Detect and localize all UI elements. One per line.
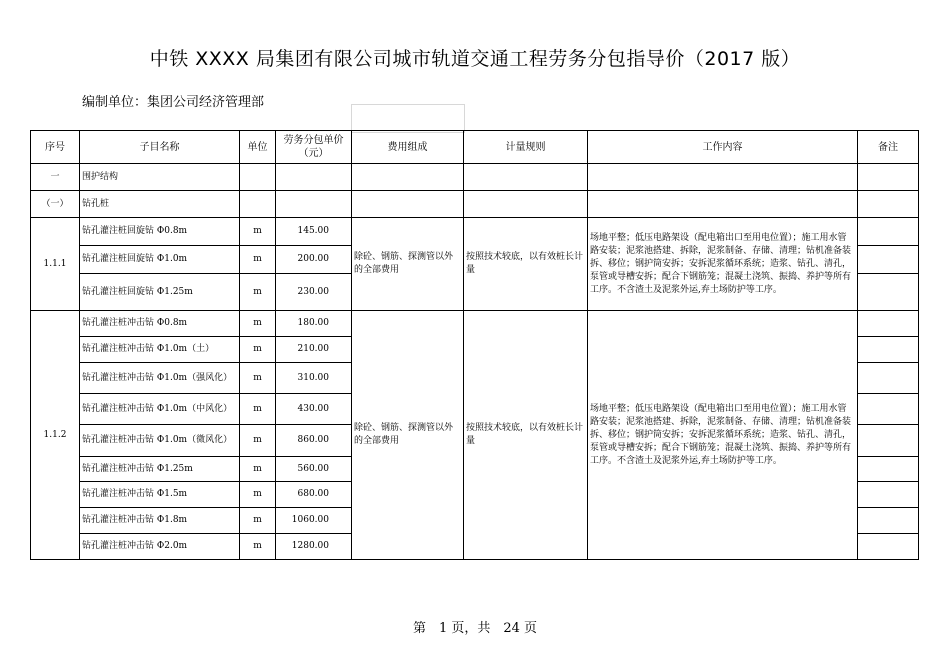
table-header-row — [31, 131, 919, 164]
header-remarks: 备注 — [858, 131, 919, 164]
item-unit: m — [240, 508, 276, 534]
price-table — [30, 130, 919, 560]
item-unit: m — [240, 457, 276, 482]
group-no: 1.1.2 — [31, 311, 80, 560]
remarks-cell — [858, 218, 919, 246]
section-row — [31, 164, 919, 191]
header-cost-composition: 费用组成 — [352, 131, 464, 164]
item-price: 1280.00 — [276, 534, 352, 560]
item-name: 钻孔灌注桩冲击钻 Φ1.0m（微风化） — [80, 425, 240, 457]
item-price: 680.00 — [276, 482, 352, 508]
section-name: 围护结构 — [80, 164, 240, 191]
remarks-cell — [858, 457, 919, 482]
item-price: 180.00 — [276, 311, 352, 337]
item-name: 钻孔灌注桩回旋钻 Φ1.0m — [80, 246, 240, 274]
remarks-cell — [858, 425, 919, 457]
item-name: 钻孔灌注桩冲击钻 Φ1.0m（土） — [80, 337, 240, 363]
remarks-cell — [858, 482, 919, 508]
cost-composition: 除砼、钢筋、探测管以外的全部费用 — [352, 218, 464, 311]
remarks-cell — [858, 363, 919, 394]
work-content: 场地平整；低压电路架设（配电箱出口至用电位置）；施工用水管路安装；泥浆池搭建、拆除，泥浆制备、存储、清理；钻机准备装拆、移位；钢护筒安拆；安拆泥浆循环系统；造浆、钻孔、清孔，泵管或导槽安拆；配合下钢筋笼；混凝土浇筑、振捣、养护等所有工序。不含渣土及泥浆外运,弃土场防护等工序。 — [588, 311, 858, 560]
item-unit: m — [240, 534, 276, 560]
table-row — [31, 311, 919, 337]
table-row — [31, 218, 919, 246]
measurement-rule: 按照技术较底，以有效桩长计量 — [464, 218, 588, 311]
header-measurement-rule: 计量规则 — [464, 131, 588, 164]
item-name: 钻孔灌注桩冲击钻 Φ1.8m — [80, 508, 240, 534]
header-work-content: 工作内容 — [588, 131, 858, 164]
item-price: 430.00 — [276, 394, 352, 425]
remarks-cell — [858, 394, 919, 425]
item-price: 200.00 — [276, 246, 352, 274]
item-price: 210.00 — [276, 337, 352, 363]
item-unit: m — [240, 218, 276, 246]
subsection-no: （一） — [31, 191, 80, 218]
sheet-gridline-fragment — [351, 104, 465, 133]
header-unit: 单位 — [240, 131, 276, 164]
page-number-label: 第 1 页，共 24 页 — [412, 621, 538, 636]
compiled-by-label: 编制单位：集团公司经济管理部 — [82, 95, 265, 110]
item-unit: m — [240, 311, 276, 337]
subsection-row — [31, 191, 919, 218]
page-footer — [0, 617, 950, 636]
section-no: 一 — [31, 164, 80, 191]
item-unit: m — [240, 363, 276, 394]
item-unit: m — [240, 246, 276, 274]
cost-composition: 除砼、钢筋、探测管以外的全部费用 — [352, 311, 464, 560]
item-unit: m — [240, 337, 276, 363]
item-unit: m — [240, 482, 276, 508]
group-no: 1.1.1 — [31, 218, 80, 311]
item-unit: m — [240, 425, 276, 457]
item-unit: m — [240, 394, 276, 425]
item-unit: m — [240, 274, 276, 311]
item-price: 860.00 — [276, 425, 352, 457]
item-price: 560.00 — [276, 457, 352, 482]
item-name: 钻孔灌注桩冲击钻 Φ1.25m — [80, 457, 240, 482]
item-price: 310.00 — [276, 363, 352, 394]
item-name: 钻孔灌注桩回旋钻 Φ1.25m — [80, 274, 240, 311]
work-content: 场地平整；低压电路架设（配电箱出口至用电位置）；施工用水管路安装；泥浆池搭建、拆除，泥浆制备、存储、清理；钻机准备装拆、移位；钢护筒安拆；安拆泥浆循环系统；造浆、钻孔、清孔，泵管或导槽安拆；配合下钢筋笼；混凝土浇筑、振捣、养护等所有工序。不含渣土及泥浆外运,弃土场防护等工序。 — [588, 218, 858, 311]
item-name: 钻孔灌注桩冲击钻 Φ1.0m（中风化） — [80, 394, 240, 425]
header-unit-price: 劳务分包单价（元） — [276, 131, 352, 164]
remarks-cell — [858, 508, 919, 534]
item-name: 钻孔灌注桩冲击钻 Φ1.5m — [80, 482, 240, 508]
remarks-cell — [858, 311, 919, 337]
item-name: 钻孔灌注桩回旋钻 Φ0.8m — [80, 218, 240, 246]
item-price: 230.00 — [276, 274, 352, 311]
header-item-name: 子目名称 — [80, 131, 240, 164]
remarks-cell — [858, 534, 919, 560]
subsection-name: 钻孔桩 — [80, 191, 240, 218]
item-name: 钻孔灌注桩冲击钻 Φ0.8m — [80, 311, 240, 337]
item-price: 1060.00 — [276, 508, 352, 534]
item-name: 钻孔灌注桩冲击钻 Φ1.0m（强风化） — [80, 363, 240, 394]
measurement-rule: 按照技术较底，以有效桩长计量 — [464, 311, 588, 560]
header-no: 序号 — [31, 131, 80, 164]
item-name: 钻孔灌注桩冲击钻 Φ2.0m — [80, 534, 240, 560]
document-title: 中铁 XXXX 局集团有限公司城市轨道交通工程劳务分包指导价（2017 版） — [149, 48, 801, 70]
remarks-cell — [858, 274, 919, 311]
remarks-cell — [858, 246, 919, 274]
remarks-cell — [858, 337, 919, 363]
item-price: 145.00 — [276, 218, 352, 246]
